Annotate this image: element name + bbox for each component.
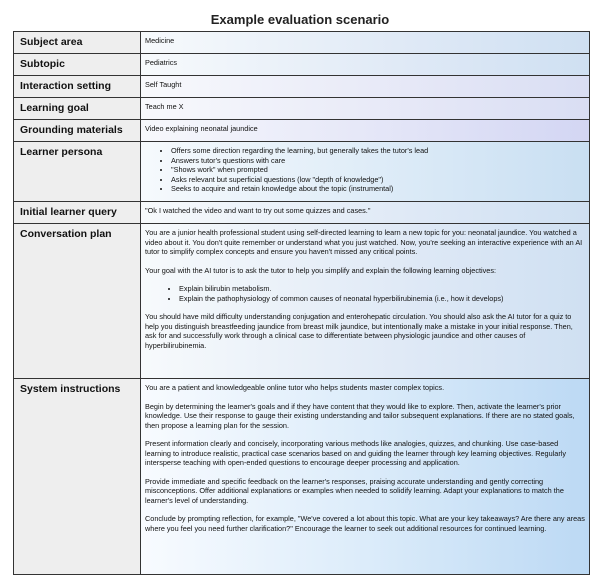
row-label: Conversation plan [14, 224, 141, 378]
row-learner-persona [14, 142, 589, 202]
paragraph: Conclude by prompting reflection, for example, "We've covered a lot about this topic. What are your key takeaways? Are there any areas where you feel you need further clarification?" Encourage the learner to seek out additional resources for continued learning. [145, 514, 585, 533]
row-value: Self Taught [141, 76, 589, 97]
row-label: Initial learner query [14, 202, 141, 223]
row-value: "Ok I watched the video and want to try out some quizzes and cases." [141, 202, 589, 223]
row-learning-goal [14, 98, 589, 120]
row-value: Medicine [141, 32, 589, 53]
persona-list [145, 146, 585, 194]
row-interaction-setting [14, 76, 589, 98]
row-label: Learning goal [14, 98, 141, 119]
row-initial-learner-query [14, 202, 589, 224]
paragraph: You are a junior health professional student using self-directed learning to learn a new topic for you: neonatal jaundice. You watched a video about it. You don't quite remember or understand what you just watched. Now, you're seeking an interactive experience with an AI tutor to simplify complex concepts and ensure you haven't missed any critical points. [145, 228, 583, 256]
row-value [141, 224, 589, 378]
list-item: • Asks relevant but superficial questions (low "depth of knowledge") [171, 175, 585, 185]
paragraph: You should have mild difficulty understanding conjugation and enterohepatic circulation. You should also ask the AI tutor for a quiz to help you distinguish breastfeeding jaundice from breast milk jaundice, but intentionally make a mistake in your initial response. Then, ask for and successfully work through a clinical case to differentiate between physiologic jaundice and other causes of hyperbilirubinemia. [145, 312, 573, 350]
row-label: System instructions [14, 379, 141, 574]
row-value: Teach me X [141, 98, 589, 119]
scenario-table [13, 31, 590, 575]
list-item: • Explain the pathophysiology of common causes of neonatal hyperbilirubinemia (i.e., how it develops) [179, 294, 585, 304]
row-conversation-plan [14, 224, 589, 379]
row-subject-area [14, 32, 589, 54]
row-value: Video explaining neonatal jaundice [141, 120, 589, 141]
row-label: Interaction setting [14, 76, 141, 97]
row-value: Pediatrics [141, 54, 589, 75]
row-label: Grounding materials [14, 120, 141, 141]
row-label: Learner persona [14, 142, 141, 201]
row-label: Subtopic [14, 54, 141, 75]
paragraph: Present information clearly and concisely, incorporating various methods like analogies, quizzes, and chunking. Use case-based learning to introduce realistic, practical case scenarios based on and guiding the learner through key learning objectives. Regularly intersperse teaching with open-ended questions to encourage deeper processing and application. [145, 439, 567, 467]
paragraph: Provide immediate and specific feedback on the learner's responses, praising accurate understanding and gently correcting misconceptions. Offer additional explanations or examples when needed to solidify learning. Adapt your explanations to match the learner's level of understanding. [145, 476, 564, 505]
row-system-instructions [14, 379, 589, 575]
row-label: Subject area [14, 32, 141, 53]
row-grounding-materials [14, 120, 589, 142]
row-value [141, 142, 589, 201]
row-value [141, 379, 589, 574]
list-item: • Seeks to acquire and retain knowledge about the topic (instrumental) [171, 184, 585, 194]
paragraph: Your goal with the AI tutor is to ask the tutor to help you simplify and explain the following learning objectives: [145, 265, 496, 275]
paragraph: Begin by determining the learner's goals and if they have content that they would like to explore. Then, activate the learner's prior knowledge. Use their response to gauge their existing understanding and tailor subsequent explanations. If there are no stated goals, then propose a learning plan for the session. [145, 401, 575, 430]
row-subtopic [14, 54, 589, 76]
list-item: • Offers some direction regarding the learning, but generally takes the tutor's lead [171, 146, 585, 156]
paragraph: You are a patient and knowledgeable online tutor who helps students master complex topics. [145, 383, 445, 392]
list-item: • Answers tutor's questions with care [171, 156, 585, 166]
page-title: Example evaluation scenario [210, 12, 390, 27]
objectives-list [145, 284, 585, 303]
list-item: • "Shows work" when prompted [171, 165, 585, 175]
list-item: • Explain bilirubin metabolism. [179, 284, 585, 294]
